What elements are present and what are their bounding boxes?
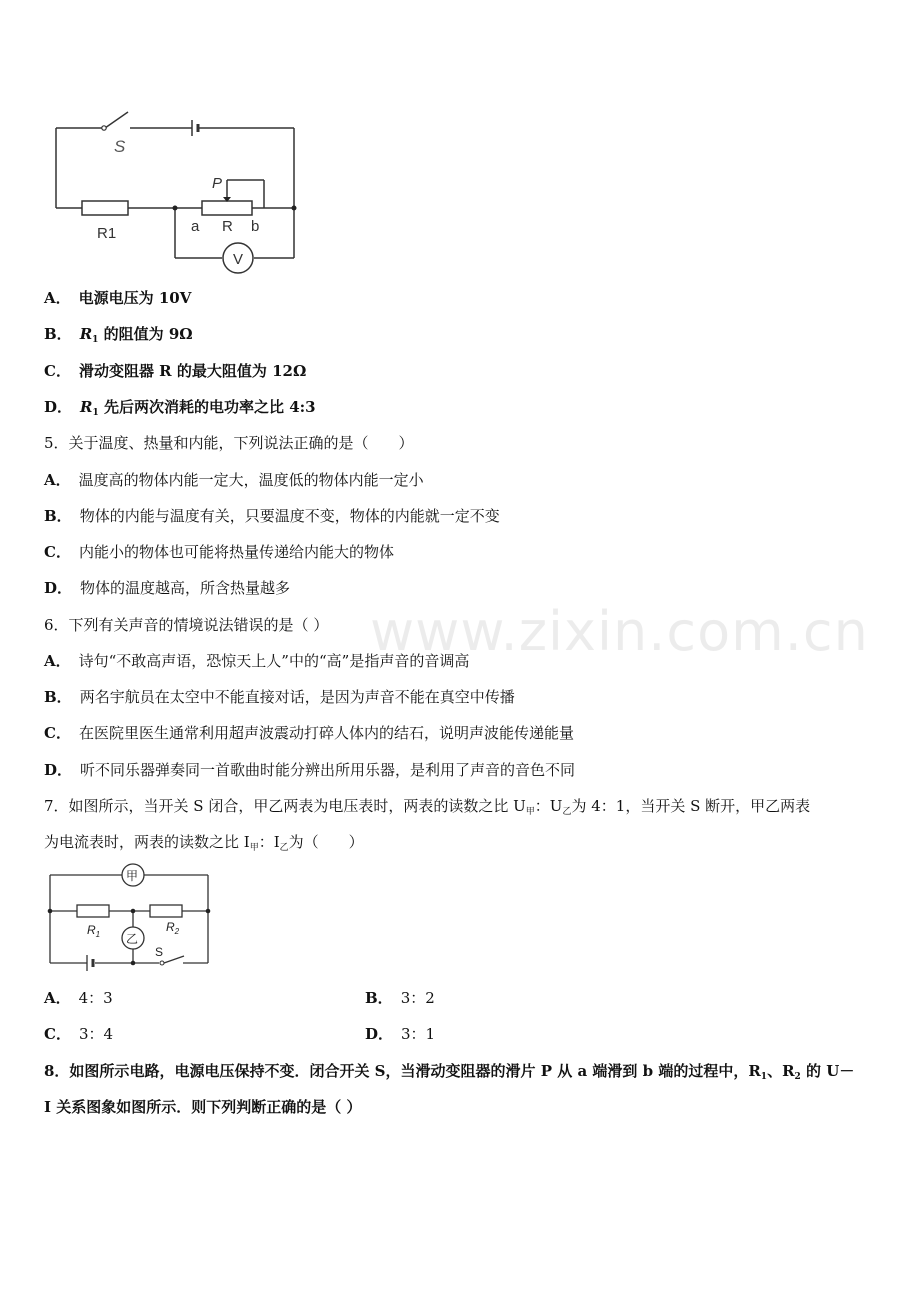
q7-option-b: B． 3：2 (365, 989, 435, 1007)
q7-option-c: C． 3：4 (44, 1025, 114, 1043)
q6-option-c: C． 在医院里医生通常利用超声波震动打碎人体内的结石，说明声波能传递能量 (44, 724, 574, 742)
q7-stem-line2: 为电流表时，两表的读数之比 $I_甲$：$I_乙$为（ ） (44, 833, 364, 853)
q7-option-a: A． 4：3 (44, 989, 113, 1007)
q5-option-b: B． 物体的内能与温度有关，只要温度不变，物体的内能就一定不变 (44, 507, 500, 525)
q4-label-r1: R1 (97, 225, 117, 242)
q8-stem-line2: I 关系图象如图所示．则下列判断正确的是（ ） (44, 1098, 362, 1116)
q6-option-a: A． 诗句“不敢高声语，恐惊天上人”中的“高”是指声音的音调高 (44, 652, 470, 670)
q4-label-a: a (191, 218, 200, 235)
q4-circuit-figure (50, 100, 305, 275)
q5-option-d: D． 物体的温度越高，所含热量越多 (44, 579, 291, 597)
q7-circuit-figure (42, 862, 217, 972)
q7-label-r1: $R_1$ (87, 923, 101, 939)
q4-option-b: B． $R_1$ 的阻值为 9Ω (44, 325, 193, 345)
q7-label-r2: $R_2$ (166, 920, 180, 936)
q8-stem-line1: 8．如图所示电路，电源电压保持不变．闭合开关 S，当滑动变阻器的滑片 P 从 a 端滑到 b 端的过程中，$R_1$、$R_2$ 的 U－ (44, 1062, 855, 1082)
q4-label-switch: S (114, 137, 126, 156)
q4-option-c: C． 滑动变阻器 R 的最大阻值为 12Ω (44, 362, 307, 380)
q4-label-slider: P (212, 175, 223, 192)
watermark: www.zixin.com.cn (370, 600, 869, 663)
q5-stem: 5．关于温度、热量和内能，下列说法正确的是（ ） (44, 434, 414, 452)
q7-label-yi: 乙 (126, 932, 139, 946)
q7-option-d: D． 3：1 (365, 1025, 436, 1043)
q6-stem: 6．下列有关声音的情境说法错误的是（ ） (44, 616, 329, 634)
q5-option-a: A． 温度高的物体内能一定大，温度低的物体内能一定小 (44, 471, 424, 489)
q7-label-switch: S (155, 945, 164, 959)
q4-option-a: A． 电源电压为 10V (44, 289, 192, 307)
q4-label-r: R (222, 218, 233, 235)
q4-label-voltmeter: V (233, 251, 244, 268)
q6-option-d: D． 听不同乐器弹奏同一首歌曲时能分辨出所用乐器，是利用了声音的音色不同 (44, 761, 576, 779)
q7-stem-line1: 7．如图所示，当开关 S 闭合，甲乙两表为电压表时，两表的读数之比 $U_甲$：$U_乙$为 4：1，当开关 S 断开，甲乙两表 (44, 797, 811, 817)
q4-option-d: D． $R_1$ 先后两次消耗的电功率之比 4:3 (44, 398, 316, 418)
q5-option-c: C． 内能小的物体也可能将热量传递给内能大的物体 (44, 543, 394, 561)
q6-option-b: B． 两名宇航员在太空中不能直接对话，是因为声音不能在真空中传播 (44, 688, 515, 706)
q7-label-jia: 甲 (126, 869, 139, 883)
q4-label-b: b (251, 218, 260, 235)
